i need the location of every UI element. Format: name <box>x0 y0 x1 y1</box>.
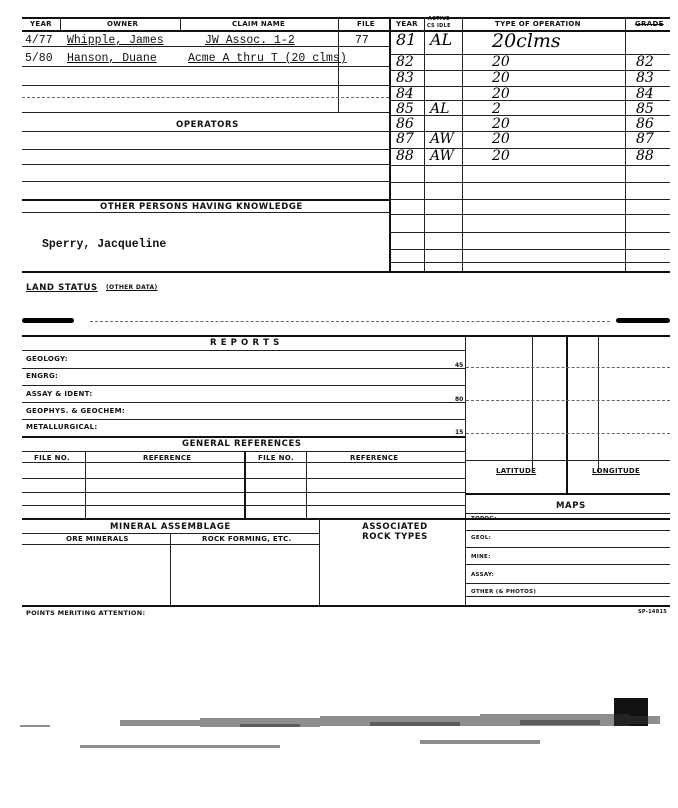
scan-mark-right <box>616 318 670 323</box>
associated-rock-types-label: ASSOCIATED ROCK TYPES <box>362 522 428 542</box>
points-meriting-label: POINTS MERITING ATTENTION: <box>26 609 146 617</box>
owner-2-name: Hanson, Duane <box>67 52 157 65</box>
map-topog: TOPOG: <box>471 516 497 522</box>
header-type-of-operation: TYPE OF OPERATION <box>495 20 581 28</box>
general-references-title: GENERAL REFERENCES <box>182 439 302 449</box>
header-claim-name: CLAIM NAME <box>232 20 286 28</box>
ref-col-reference: REFERENCE <box>143 454 192 462</box>
op-3-year: 83 <box>396 70 414 86</box>
report-assay-num: 80 <box>455 396 464 403</box>
ore-minerals-label: ORE MINERALS <box>66 535 129 543</box>
op-6-year: 86 <box>396 116 414 132</box>
latitude-label: LATITUDE <box>496 467 537 475</box>
land-status-sublabel: (OTHER DATA) <box>106 284 158 291</box>
report-assay: ASSAY & IDENT: <box>26 390 93 398</box>
ref-col-reference-2: REFERENCE <box>350 454 399 462</box>
op-5-status: AL <box>430 101 450 117</box>
report-engrg: ENGRG: <box>26 372 59 380</box>
ref-col-file-no: FILE NO. <box>34 454 70 462</box>
op-5-grade: 85 <box>636 101 654 117</box>
reports-title: R E P O R T S <box>210 338 280 348</box>
op-4-grade: 84 <box>636 86 654 102</box>
header-cs-idle: CS IDLE <box>427 23 451 29</box>
op-4-year: 84 <box>396 86 414 102</box>
op-7-type: 20 <box>492 131 510 147</box>
op-5-year: 85 <box>396 101 414 117</box>
other-persons-label: OTHER PERSONS HAVING KNOWLEDGE <box>100 202 303 212</box>
report-engrg-num: 45 <box>455 362 464 369</box>
header-file: FILE <box>357 20 375 28</box>
header-year-2: YEAR <box>396 20 418 28</box>
op-7-grade: 87 <box>636 131 654 147</box>
land-status-label: LAND STATUS <box>26 283 98 293</box>
operators-label: OPERATORS <box>176 120 239 130</box>
map-assay: ASSAY: <box>471 572 495 578</box>
op-3-grade: 83 <box>636 70 654 86</box>
op-6-type: 20 <box>492 116 510 132</box>
report-geology: GEOLOGY: <box>26 355 68 363</box>
map-mine: MINE: <box>471 554 491 560</box>
op-1-status: AL <box>430 30 453 49</box>
map-geol: GEOL: <box>471 535 492 541</box>
owner-1-file: 77 <box>355 34 369 47</box>
form-code: SP-14815 <box>638 609 668 615</box>
op-2-type: 20 <box>492 54 510 70</box>
op-5-type: 2 <box>492 101 501 117</box>
op-7-status: AW <box>430 131 454 147</box>
op-4-type: 20 <box>492 86 510 102</box>
op-8-status: AW <box>430 148 454 164</box>
scan-mark-left <box>22 318 74 323</box>
op-1-year: 81 <box>396 30 417 49</box>
header-year: YEAR <box>30 20 52 28</box>
op-2-grade: 82 <box>636 54 654 70</box>
owner-2-year: 5/80 <box>25 52 53 65</box>
report-metallurgical-num: 15 <box>455 429 464 436</box>
other-person-1: Sperry, Jacqueline <box>42 238 167 251</box>
header-owner: OWNER <box>107 20 139 28</box>
scan-noise <box>20 700 670 770</box>
op-1-type: 20clms <box>492 30 561 52</box>
maps-title: MAPS <box>556 501 586 511</box>
owner-2-claim: Acme A thru T (20 clms) <box>188 52 347 65</box>
op-6-grade: 86 <box>636 116 654 132</box>
owner-1-claim: JW Assoc. 1-2 <box>205 34 295 47</box>
owner-1-name: Whipple, James <box>67 34 164 47</box>
op-8-type: 20 <box>492 148 510 164</box>
op-3-type: 20 <box>492 70 510 86</box>
header-active: ACTIVE <box>428 16 450 22</box>
op-8-grade: 88 <box>636 148 654 164</box>
rock-forming-label: ROCK FORMING, ETC. <box>202 535 292 543</box>
ref-col-file-no-2: FILE NO. <box>258 454 294 462</box>
op-2-year: 82 <box>396 54 414 70</box>
op-8-year: 88 <box>396 148 414 164</box>
report-metallurgical: METALLURGICAL: <box>26 423 98 431</box>
longitude-label: LONGITUDE <box>592 467 641 475</box>
op-7-year: 87 <box>396 131 414 147</box>
mineral-assemblage-title: MINERAL ASSEMBLAGE <box>110 522 231 532</box>
header-grade: GRADE <box>635 20 664 28</box>
owner-1-year: 4/77 <box>25 34 53 47</box>
map-other: OTHER (& PHOTOS) <box>471 589 537 595</box>
report-geophys: GEOPHYS. & GEOCHEM: <box>26 407 125 415</box>
